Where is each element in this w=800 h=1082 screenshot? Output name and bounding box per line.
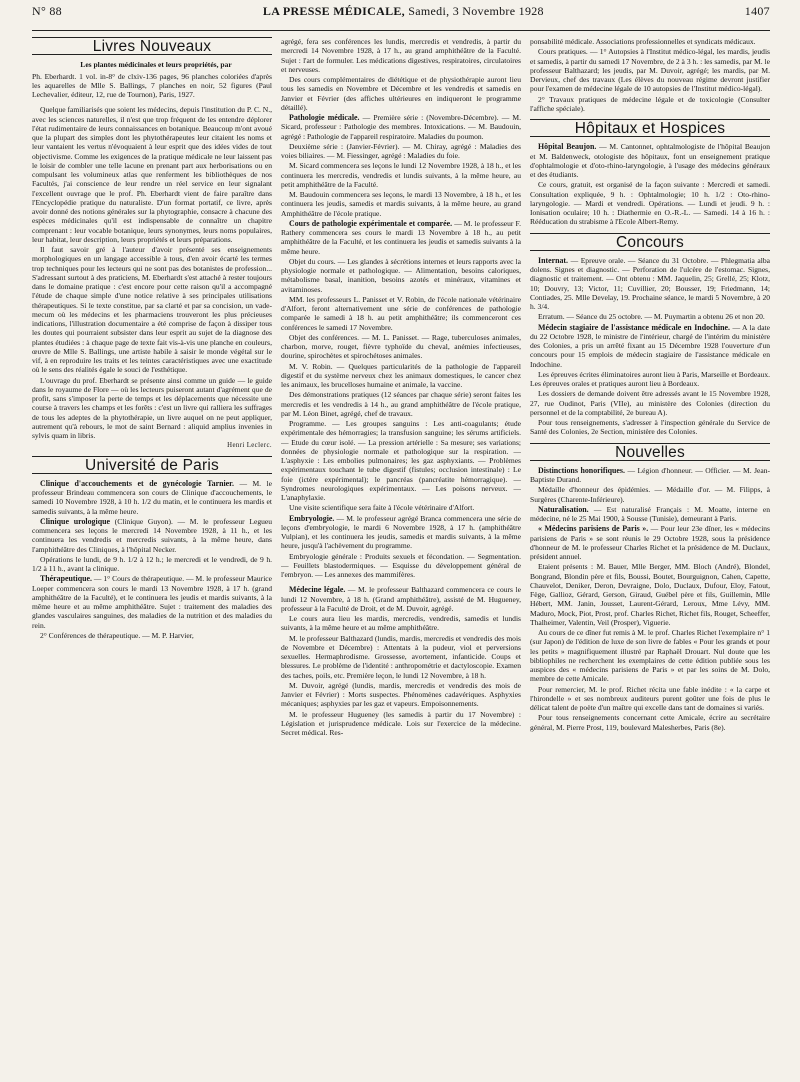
article-paragraph: agrégé, fera ses conférences les lundis, mercredis et vendredis, à partir du mercredi 14 Novembre 1928, à 17 h., au grand amphithéâtre de la Faculté. Sujet : l'art de formuler. Les médications digestives, respiratoires, circulatoires et nerveuses.	[281, 37, 521, 74]
section-title-hopitaux: Hôpitaux et Hospices	[574, 120, 726, 137]
article-paragraph: Des cours complémentaires de diététique et de physiothérapie auront lieu tous les samedis en Novembre et Décembre et les vendredis et samedis en Janvier et Février (des affiches ultérieures en indiqueront le programme détaillé).	[281, 75, 521, 112]
article-paragraph: 2° Travaux pratiques de médecine légale et de toxicologie (Consulter l'affiche spéciale).	[530, 94, 770, 113]
book-title: Les plantes médicinales et leurs propriétés, par	[80, 60, 232, 70]
article-paragraph: Pour tous renseignements, s'adresser à l'inspection générale du Service de Santé des Colonies, 2e Section, ministère des Colonies.	[530, 418, 770, 437]
book-info: Ph. Eberhardt. 1 vol. in-8° de clxiv-136 pages, 96 planches coloriées d'après les aquarelles de Mlle S. Ballings, 7 planches en noir, 52 figures (Paul Lechevalier, éditeur, 12, rue de Tournon), Paris, 1927.	[32, 71, 272, 99]
article-paragraph: M. le professeur Hugueney (les samedis à partir du 17 Novembre) : Législation et jurisprudence médicale. Lois sur l'exercice de la médecine. Secret médical. Res-	[281, 709, 521, 737]
article-paragraph: Ce cours, gratuit, est organisé de la façon suivante : Mercredi et samedi. Consultation expliquée, 9 h. : Ophtalmologie; 10 h. 1/2 : Oto-rhino-laryngologie. — Mardi et vendredi. Opérations. — Lundi et jeudi. 9 h. : Ionisation oculaire; 10 h. : Diathermie en O.-R.-L. — Samedi. 14 à 16 h. : Rééducation du strabisme à l'Ecole Albert-Remy.	[530, 180, 770, 227]
article-paragraph: MM. les professeurs L. Panisset et V. Robin, de l'école nationale vétérinaire d'Alfort, feront alternativement une série de conférences de pathologie comparée le samedi à 18 h. au petit amphithéâtre; ils commenceront ces conférences le samedi 17 Novembre.	[281, 294, 521, 332]
article-paragraph: Opérations le lundi, de 9 h. 1/2 à 12 h.; le mercredi et le vendredi, de 9 h. 1/2 à 11 h., avant la clinique.	[32, 554, 272, 573]
issue-number: N° 88	[32, 4, 62, 18]
article-paragraph: Objet du cours. — Les glandes à sécrétions internes et leurs rapports avec la physiologie normale et pathologique. — Alimentation, besoins caloriques, métabolisme basal, inanition, besoins azotés et minéraux, vitamines et avitaminoses.	[281, 256, 521, 294]
article-paragraph: Cours de pathologie expérimentale et comparée. — M. le professeur F. Rathery commencera ses cours le mardi 13 Novembre à 18 h., au petit amphithéâtre de la Faculté, et les continuera les jeudis et samedis suivants à la même heure.	[281, 218, 521, 256]
article-paragraph: « Médecins parisiens de Paris ». — Pour leur 23e dîner, les « médecins parisiens de Paris » se sont réunis le 29 Octobre 1928, sous la présidence d'honneur de M. le professeur Charles Richet et la présidence de M. Duclaux, président annuel.	[530, 524, 770, 561]
article-paragraph: Naturalisation. — Est naturalisé Français : M. Moatte, interne en médecine, né le 25 Mai 1900, à Sousse (Tunisie), demeurant à Paris.	[530, 504, 770, 523]
article-paragraph: Etaient présents : M. Bauer, Mlle Berger, MM. Bloch (André), Blondel, Bongrand, Blondin père et fils, Boussi, Boutet, Bourguignon, Cahen, Capette, Chauvelot, Deniker, Deron, Devraigne, Dolo, Duclaux, Dufour, Eloy, Fatout, Fège, Gallioz, Gérard, Gerson, Giraud, Guébel père et fils, Guillemin, Mlle Hébert, MM. Janin, Jousset, Laurent-Gérard, Leroux, Mme Lévy, MM. Maduro, Mock, Piot, Prost, prof. Charles Richet, Richet fils, Rouget, Scheeffer, Thalheimer, Valentin, Veil (Prosper), Viguerie.	[530, 562, 770, 627]
hopitaux-header	[530, 119, 770, 137]
journal-title: LA PRESSE MÉDICALE,	[262, 4, 405, 18]
review-paragraph: Il faut savoir gré à l'auteur d'avoir présenté ses enseignements morphologiques en un langage accessible à tous, d'en avoir écarté les termes trop techniques pour les lecteurs qui ne sont pas des botanistes de profession... S'adressant surtout à des praticiens, M. Eberhardt s'est attaché à rester toujours dans le domaine pratique : c'est encore pour cette raison qu'il a accompagné l'étude de chaque simple d'une notice relative à ses principales utilisations thérapeutiques. Si le texte constitue, par sa clarté et par sa concision, un vade-mecum où les médecins et les pharmaciens trouveront les plus précieuses indications, l'illustration documentaire a été comprise de façon à dissiper tous les doutes qui pourraient subsister dans leur esprit au sujet de la diagnose des plantes étudiées : à chaque page de texte fait vis-à-vis une planche en couleurs, œuvre de Mlle S. Ballings, une artiste habile à saisir le monde végétal sur le vif, à en reproduire les traits et les teintes caractéristiques avec une exactitude où le sens des réalités égale le souci de l'esthétique.	[32, 245, 272, 375]
article-paragraph: ponsabilité médicale. Associations professionnelles et syndicats médicaux.	[530, 37, 756, 46]
article-paragraph: Les épreuves écrites éliminatoires auront lieu à Paris, Marseille et Bordeaux. Les épreuves orales et pratiques auront lieu à Bordeaux.	[530, 369, 770, 388]
section-title-nouvelles: Nouvelles	[615, 443, 685, 461]
masthead	[32, 0, 770, 31]
article-paragraph: Clinique d'accouchements et de gynécologie Tarnier. — M. le professeur Brindeau commencera son cours de Clinique d'accouchements, le samedi 10 Novembre 1928, à 10 h. 1/2 du matin, et le continuera les mardis et samedis suivants, à la même heure.	[32, 478, 272, 516]
columns	[32, 37, 770, 1081]
article-paragraph: Pathologie médicale. — Première série : (Novembre-Décembre). — M. Sicard, professeur : Pathologie des membres. Intoxications. — M. Baudouin, agrégé : Pathologie de l'appareil respiratoire. Maladies du poumon.	[281, 113, 521, 141]
article-paragraph: M. V. Robin. — Quelques particularités de la pathologie de l'appareil digestif et du système nerveux chez les animaux domestiques, le cancer chez les animaux, les brucelloses humaine et animale, la vaccine.	[281, 361, 521, 389]
column-1	[32, 37, 272, 1081]
article-paragraph: Cours pratiques. — 1° Autopsies à l'Institut médico-légal, les mardis, jeudis et samedis, à partir du samedi 17 Novembre, de 2 à 3 h. : les samedis, par M. le professeur Balthazard; les jeudis, par M. Duvoir, agrégé; les mardis, par M. Dervieux, chef des travaux (Les élèves du nouveau régime devront justifier pour l'examen de médecine légale de 10 autopsies de l'Institut médico-légal).	[530, 47, 770, 94]
article-paragraph: Objet des conférences. — M. L. Panisset. — Rage, tuberculoses animales, charbon, morve, rouget, fièvre typhoïde du cheval, anémies infectieuses, dourine, spirochètes et spirochétoses animales.	[281, 332, 521, 361]
article-paragraph: Embryologie. — M. le professeur agrégé Branca commencera une série de leçons d'embryologie, le mardi 6 Novembre 1928, à 17 h. (amphithéâtre Vulpian), et les continuera les jeudis, samedis et mardis suivants, à la même heure, jusqu'à l'achèvement du programme.	[281, 513, 521, 551]
article-paragraph: 2° Conférences de thérapeutique. — M. P. Harvier,	[40, 630, 194, 640]
article-paragraph: Embryologie générale : Produits sexuels et fécondation. — Segmentation. — Feuillets blastodermiques. — Esquisse du développement général de l'embryon. — Les annexes des mammifères.	[281, 551, 521, 579]
section-title-livres: Livres Nouveaux	[92, 38, 212, 55]
article-paragraph: Hôpital Beaujon. — M. Cantonnet, ophtalmologiste de l'hôpital Beaujon et M. Baldenweck, otologiste des hôpitaux, font un enseignement pratique d'ophtalmologie et d'oto-rhino-laryngologie, à l'usage des médecins généraux et des étudiants.	[530, 142, 770, 179]
section-title-concours: Concours	[616, 233, 684, 251]
article-paragraph: Clinique urologique (Clinique Guyon). — M. le professeur Legueu commencera ses leçons le mercredi 14 Novembre 1928, à 11 h., et les continuera les vendredis et mercredis suivants, à la même heure, dans l'amphithéâtre des Cliniques, à l'hôpital Necker.	[32, 516, 272, 554]
issue-date: Samedi, 3 Novembre 1928	[408, 4, 544, 18]
article-paragraph: M. Sicard commencera ses leçons le lundi 12 Novembre 1928, à 18 h., et les continuera les mercredis, vendredis et lundis suivants, à la même heure, au petit amphithéâtre de la Faculté.	[281, 161, 521, 189]
article-paragraph: Internat. — Epreuve orale. — Séance du 31 Octobre. — Phlegmatia alba dolens. Signes et diagnostic. — Perforation de l'ulcère de l'estomac. Signes, diagnostic et traitement. — Ont obtenu : MM. Jaquelin, 25; Grellé, 25; Klotz, 10; Douvry, 13; Victor, 11; Cuvillier, 20; Bousser, 19; Friedmann, 14; Contiades, 25. Mlle Develay, 19. Prochaine séance, le mardi 5 Novembre, à 20 h. 3/4.	[530, 255, 770, 311]
article-paragraph: Programme. — Les groupes sanguins : Les anti-coagulants; étude expérimentale des hémorragies; la transfusion sanguine; les sérums artificiels. — Etude du cœur isolé. — La pression artérielle : Sa mesure; ses variations; données de physiologie normale et pathologique sur la respiration. — L'asphyxie : Les embolies pulmonaires; les gaz asphyxiants. — Problèmes expérimentaux touchant le tube digestif (fistules; occlusion intestinale) : Le foie (ictère expérimental); le pancréas (pancréatite hémorragique). — Syndromes neurologiques expérimentaux. — Les poisons nerveux. — L'anaphylaxie.	[281, 419, 521, 502]
livres-header	[32, 37, 272, 55]
nouvelles-header	[530, 443, 770, 461]
article-paragraph: Médaille d'honneur des épidémies. — Médaille d'or. — M. Filipps, à Surgères (Charente-Inférieure).	[530, 485, 770, 504]
column-2	[281, 37, 521, 1081]
article-paragraph: Des démonstrations pratiques (12 séances par chaque série) seront faites les mercredis et les vendredis à 14 h., au grand amphithéâtre de l'école pratique, par M. Léon Binet, agrégé, chef de travaux.	[281, 390, 521, 418]
article-paragraph: Médecine légale. — M. le professeur Balthazard commencera ce cours le lundi 12 Novembre, à 18 h. (Grand amphithéâtre), assisté de M. Hugueney, professeur à la Faculté de Droit, et de M. Duvoir, agrégé.	[281, 585, 521, 613]
article-paragraph: Le cours aura lieu les mardis, mercredis, vendredis, samedis et lundis suivants, à la même heure et au même amphithéâtre.	[281, 614, 521, 633]
article-paragraph: Distinctions honorifiques. — Légion d'honneur. — Officier. — M. Jean-Baptiste Durand.	[530, 465, 770, 484]
review-paragraph: Quelque familiarisés que soient les médecins, depuis l'institution du P. C. N., avec les sciences naturelles, il n'est que trop fréquent de les entendre déplorer l'état rudimentaire de leurs connaissances en botanique. Beaucoup m'ont avoué que la plupart des simples dont les phytothérapeutes leur citaient les noms et leur vantaient les vertus n'évoquaient à leur esprit que des idées vides de tout objectivisme. Comme les exigences de la pratique médicale ne leur laissent pas le loisir de combler une telle lacune en prenant part aux herborisations ou en compulsant les volumineux atlas que renferment les bibliothèques de nos Facultés, j'ai conscience de leur rendre un réel service en leur signalant l'excellent ouvrage que le prof. Ph. Eberhardt vient de faire paraître dans l'Encyclopédie pratique du naturaliste. D'un format portatif, ce livre, après avoir donné des notions générales sur la phytographie, consacre à chacune des espèces médicinales qu'il est indispensable de connaître un chapitre comprenant : leur vocable botanique, leurs synonymes, leurs noms populaires, leur habitat, leur description, leurs propriétés et leurs préparations.	[32, 105, 272, 244]
article-paragraph: M. le professeur Balthazard (lundis, mardis, mercredis et vendredis des mois de Novembre et Décembre) : Attentats à la pudeur, viol et perversions sexuelles. Hermaphrodisme. Grossesse, avortement, infanticide. Coups et blessures. Le problème de l'identité : anthropométrie et dactyloscopie. Examen des taches, poils, etc. Première leçon, le lundi 12 Novembre, à 18 h.	[281, 633, 521, 680]
article-paragraph: Pour tous renseignements concernant cette Amicale, écrire au secrétaire général, M. Pierre Prost, 119, boulevard Malesherbes, Paris (8e).	[530, 713, 770, 732]
universite-header	[32, 456, 272, 474]
article-paragraph: M. Baudouin commencera ses leçons, le mardi 13 Novembre, à 18 h., et les continuera les jeudis, samedis et mardis suivants, à la même heure, au grand Amphithéâtre de l'école pratique.	[281, 190, 521, 218]
column-3	[530, 37, 770, 1081]
page-number: 1407	[744, 4, 770, 18]
article-paragraph: M. Duvoir, agrégé (lundis, mardis, mercredis et vendredis des mois de Janvier et Février) : Morts suspectes. Phénomènes cadavériques. Asphyxies mécaniques; asphyxies par les gaz et vapeurs. Empoisonnements.	[281, 680, 521, 709]
article-paragraph: Une visite scientifique sera faite à l'école vétérinaire d'Alfort.	[289, 503, 475, 513]
section-title-universite: Université de Paris	[85, 456, 219, 474]
article-paragraph: Thérapeutique. — 1° Cours de thérapeutique. — M. le professeur Maurice Loeper commencera son cours le mardi 13 Novembre 1928, à 17 h. (grand amphithéâtre de la Faculté), et le continuera les jeudis et mardis suivants, à la même heure et au même amphithéâtre. Sujet : traitement des maladies des glandes vasculaires sanguines, des maladies de la nutrition et des maladies du rein.	[32, 574, 272, 630]
article-paragraph: Au cours de ce dîner fut remis à M. le prof. Charles Richet l'exemplaire n° 1 (sur Japon) de l'édition de luxe de son livre de fables « Pour les grands et pour les petits » magnifiquement illustré par Raphaël Drouart. Nul doute que les bibliophiles ne recherchent les exemplaires de cette édition publiée sous les auspices des « médecins parisiens de Paris » et par les soins de M. Dolo, membre de cette Amicale.	[530, 628, 770, 684]
article-paragraph: Pour remercier, M. le prof. Richet récita une fable inédite : « la carpe et l'hirondelle » et ses nombreux auditeurs purent goûter une fois de plus le délicat talent de poète d'un maître qui excelle dans tant de domaines si variés.	[530, 684, 770, 712]
article-paragraph: Erratum. — Séance du 25 octobre. — M. Puymartin a obtenu 26 et non 20.	[538, 312, 765, 322]
article-paragraph: Médecin stagiaire de l'assistance médicale en Indochine. — A la date du 22 Octobre 1928, le ministre de l'intérieur, chargé de l'intérim du ministère des Colonies, a pris un arrêté fixant au 15 Décembre 1928 l'ouverture d'un concours pour 15 emplois de médecin stagiaire de l'assistance médicale en Indochine.	[530, 322, 770, 369]
concours-header	[530, 233, 770, 251]
review-signature: Henri Leclerc.	[227, 442, 272, 450]
review-paragraph: L'ouvrage du prof. Eberhardt se présente ainsi comme un guide — le guide dans le royaume de Flore — où les lecteurs puiseront autant d'agrément que de profit, sans s'imposer la perte de temps et les déplacements que nécessite une course à travers les champs et les forêts : c'est un livre qui ralliera les suffrages de tous les adeptes de la phytothérapie, un livre auquel on ne peut appliquer, autrement qu'à rebours, le mot de saint Bernard : aliquid amplius invenies in sylvis quam in libris.	[32, 375, 272, 440]
article-paragraph: Deuxième série : (Janvier-Février). — M. Chiray, agrégé : Maladies des voies biliaires. — M. Fiessinger, agrégé : Maladies du foie.	[281, 141, 521, 160]
article-paragraph: Les dossiers de demande doivent être adressés avant le 15 Novembre 1928, 27, rue Oudinot, Paris (VIIe), au ministère des Colonies (direction du personnel et de la comptabilité, 2e bureau A).	[530, 389, 770, 417]
journal-title-date	[263, 4, 544, 19]
